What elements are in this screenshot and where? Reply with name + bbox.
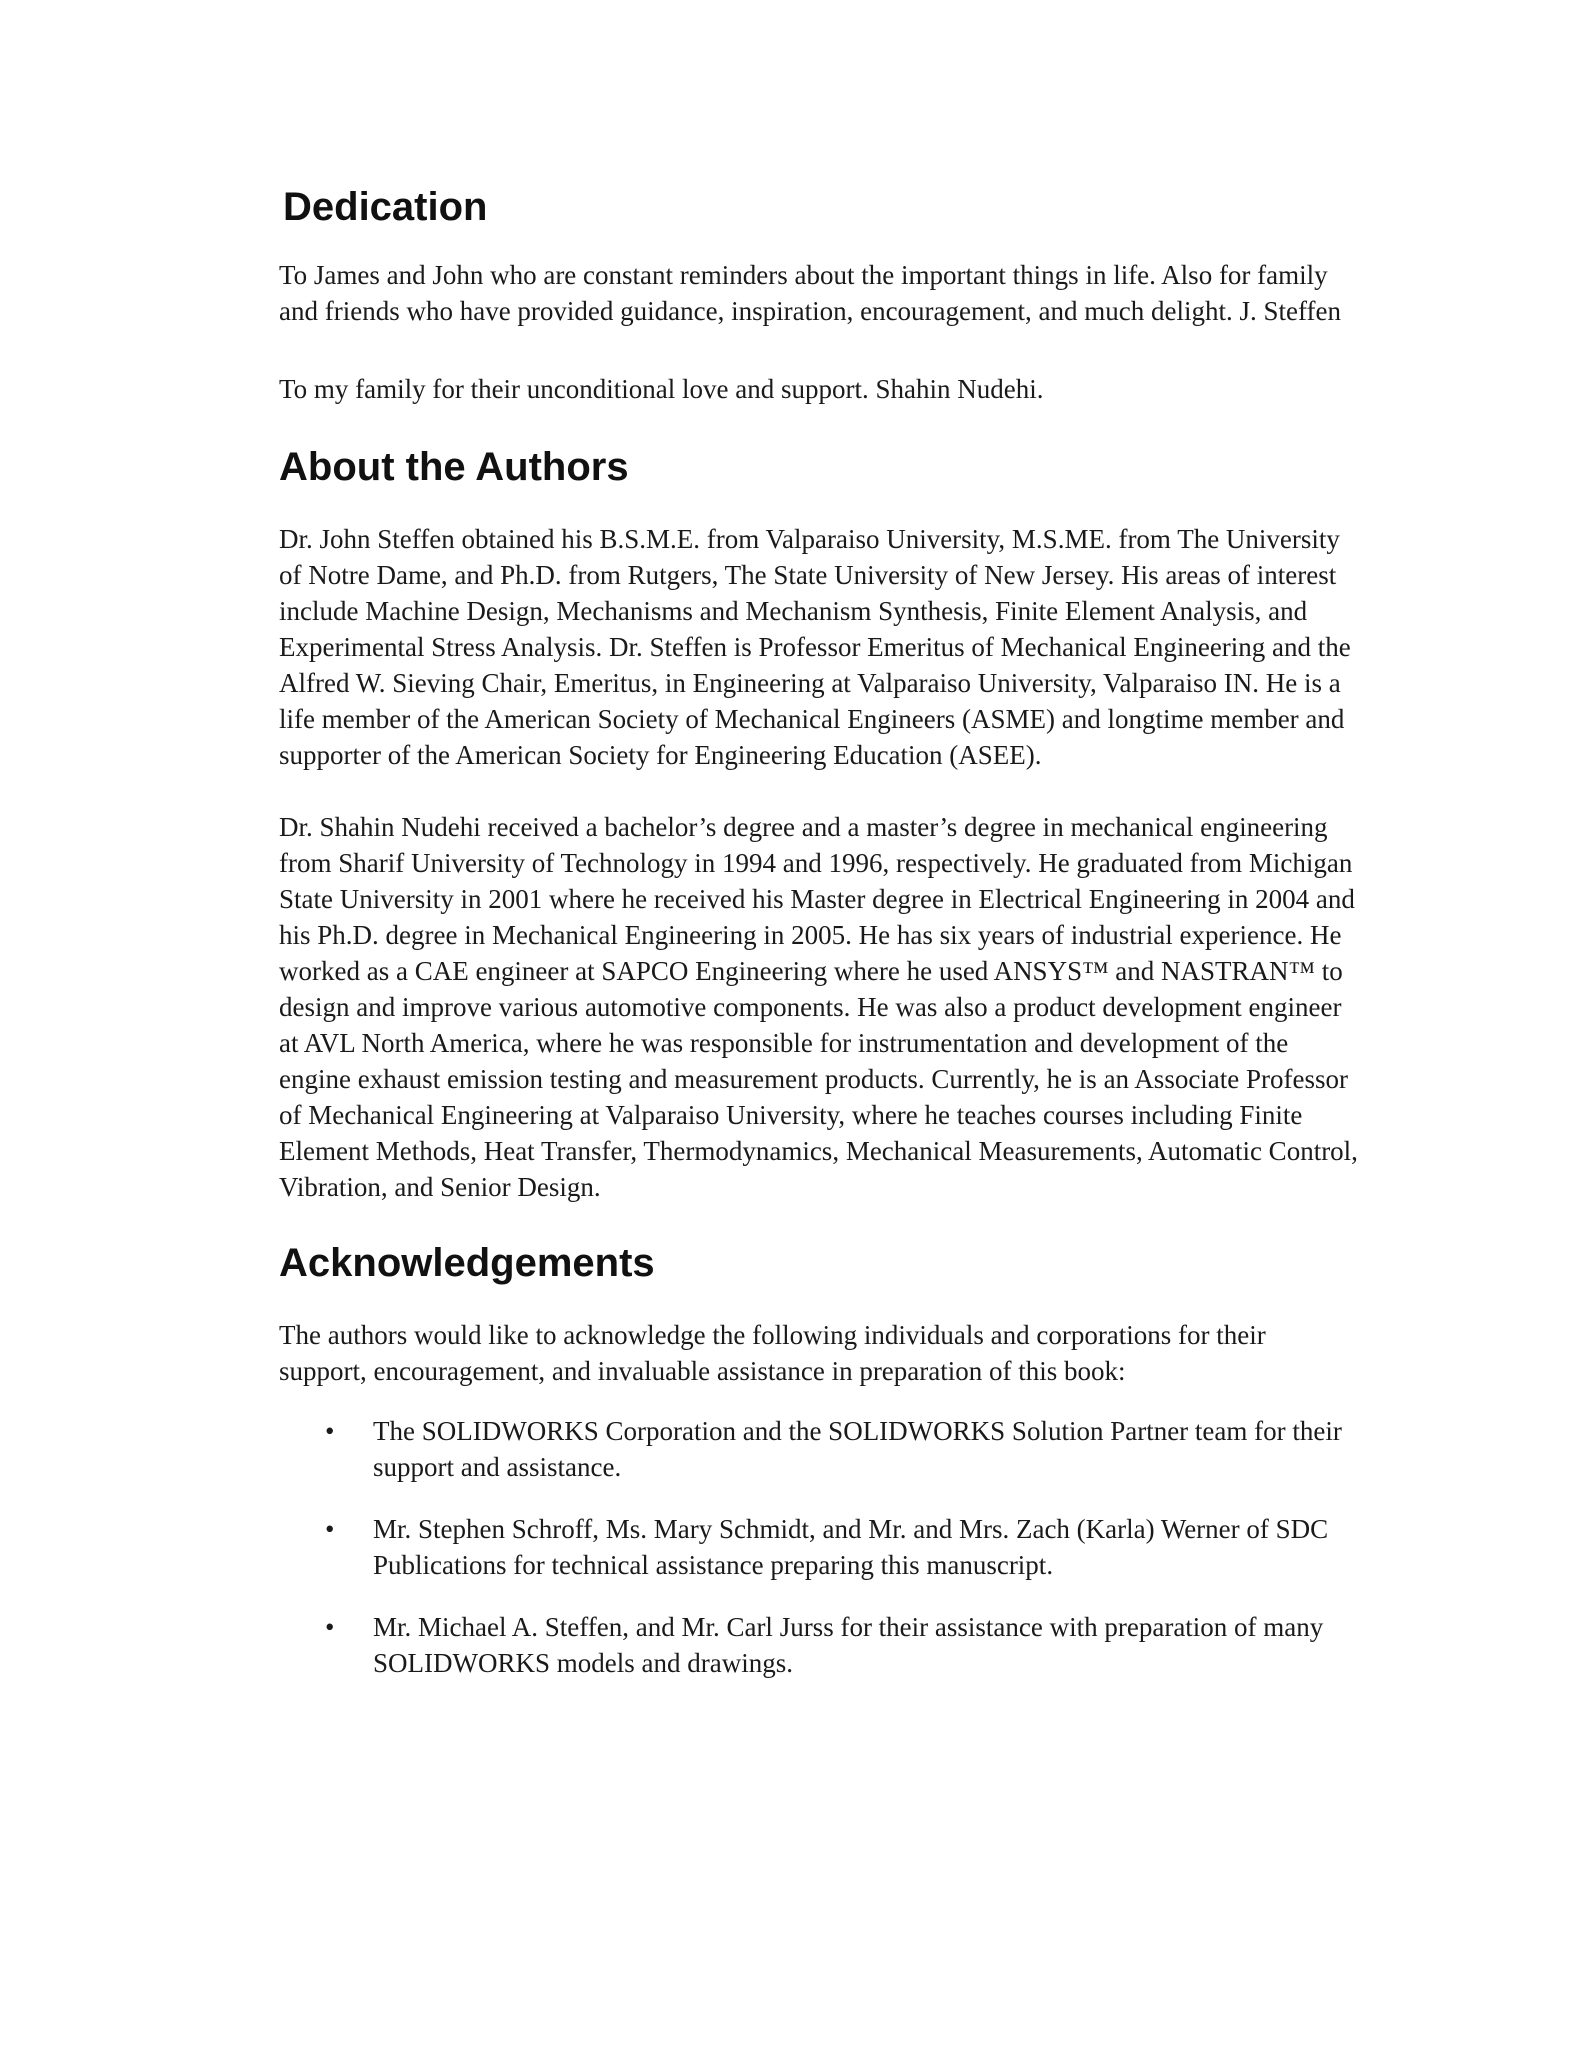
author-bio-nudehi: Dr. Shahin Nudehi received a bachelor’s degree and a master’s degree in mechanical engineering from Sharif University of Technology in 1994 and 1996, respectively. He graduated from Michigan State University in 2001 where he received his Master degree in Electrical Engineering in 2004 and his Ph.D. degree in Mechanical Engineering in 2005. He has six years of industrial experience. He worked as a CAE engineer at SAPCO Engineering where he used ANSYS™ and NASTRAN™ to design and improve various automotive components. He was also a product development engineer at AVL North America, where he was responsible for instrumentation and development of the engine exhaust emission testing and measurement products. Currently, he is an Associate Professor of Mechanical Engineering at Valparaiso University, where he teaches courses including Finite Element Methods, Heat Transfer, Thermodynamics, Mechanical Measurements, Automatic Control, Vibration, and Senior Design. xyxy=(279,812,1358,1202)
acknowledgements-section xyxy=(279,1239,1359,1681)
page-content xyxy=(279,183,1359,1707)
acknowledgements-list xyxy=(279,1413,1359,1681)
bullet-icon: • xyxy=(325,1514,335,1544)
list-item-text: Mr. Michael A. Steffen, and Mr. Carl Jurss for their assistance with preparation of many SOLIDWORKS models and drawings. xyxy=(373,1612,1324,1678)
dedication-paragraph: To James and John who are constant reminders about the important things in life. Also for family and friends who have provided guidance, inspiration, encouragement, and much delight. J. Steffen xyxy=(279,260,1341,326)
acknowledgements-heading: Acknowledgements xyxy=(279,1241,655,1285)
bullet-icon: • xyxy=(325,1612,335,1642)
dedication-section xyxy=(279,183,1359,407)
list-item xyxy=(279,1609,1359,1681)
list-item-text: The SOLIDWORKS Corporation and the SOLIDWORKS Solution Partner team for their support and assistance. xyxy=(373,1416,1342,1482)
list-item xyxy=(279,1413,1359,1485)
about-authors-section xyxy=(279,443,1359,1205)
bullet-icon: • xyxy=(325,1416,335,1446)
list-item xyxy=(279,1511,1359,1583)
dedication-heading: Dedication xyxy=(283,185,488,229)
about-authors-heading: About the Authors xyxy=(279,445,629,489)
author-bio-steffen: Dr. John Steffen obtained his B.S.M.E. from Valparaiso University, M.S.ME. from The University of Notre Dame, and Ph.D. from Rutgers, The State University of New Jersey. His areas of interest include Machine Design, Mechanisms and Mechanism Synthesis, Finite Element Analysis, and Experimental Stress Analysis. Dr. Steffen is Professor Emeritus of Mechanical Engineering and the Alfred W. Sieving Chair, Emeritus, in Engineering at Valparaiso University, Valparaiso IN. He is a life member of the American Society of Mechanical Engineers (ASME) and longtime member and supporter of the American Society for Engineering Education (ASEE). xyxy=(279,524,1351,770)
acknowledgements-intro: The authors would like to acknowledge the following individuals and corporations for their support, encouragement, and invaluable assistance in preparation of this book: xyxy=(279,1320,1266,1386)
dedication-paragraph: To my family for their unconditional love and support. Shahin Nudehi. xyxy=(279,374,1044,404)
list-item-text: Mr. Stephen Schroff, Ms. Mary Schmidt, and Mr. and Mrs. Zach (Karla) Werner of SDC Publications for technical assistance preparing this manuscript. xyxy=(373,1514,1329,1580)
